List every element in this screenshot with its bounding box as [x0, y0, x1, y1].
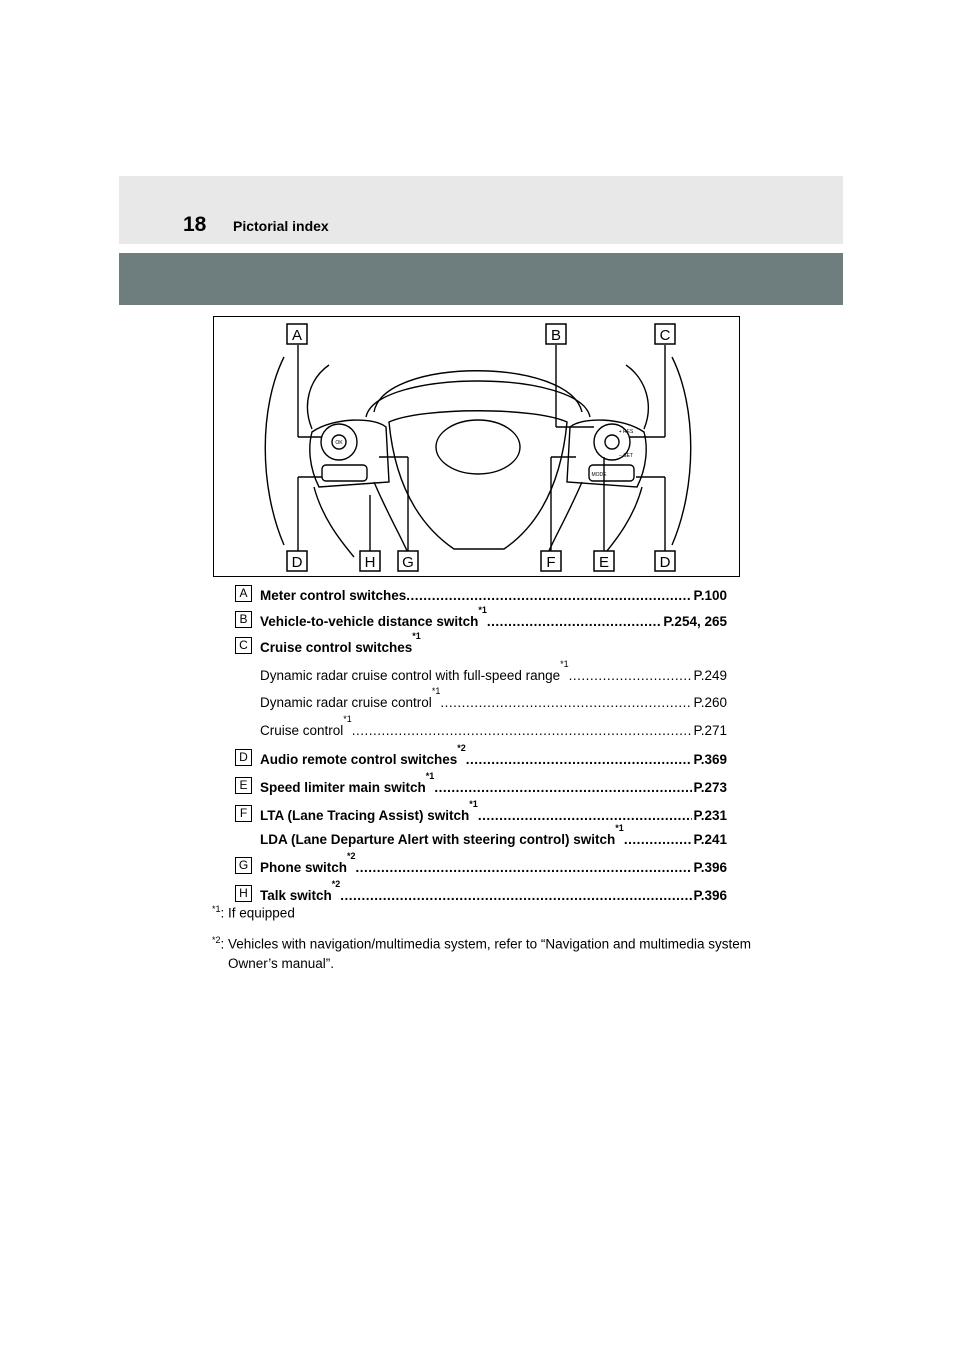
leader-dots — [487, 610, 663, 634]
hub-emblem — [436, 420, 520, 474]
entry-badge: A — [235, 585, 252, 602]
entry-label: Dynamic radar cruise control — [260, 695, 432, 710]
page-number: 18 — [183, 213, 207, 236]
entry-footnote-mark: *1 — [343, 714, 352, 724]
leader-dots — [569, 664, 693, 688]
entry-footnote-mark: *2 — [457, 743, 466, 753]
entry-footnote-mark: *2 — [347, 851, 356, 861]
callout-d-right: D — [659, 554, 671, 571]
page-reference[interactable]: P.231 — [693, 808, 727, 823]
entry-footnote-mark: *1 — [412, 631, 421, 641]
leader-dots — [478, 804, 693, 828]
entry-footnote-mark: *1 — [615, 823, 624, 833]
index-entry — [235, 851, 727, 880]
index-entry — [235, 771, 727, 800]
footnote-1: $^{*1}$: If equipped — [212, 904, 295, 921]
leader-dots — [434, 776, 692, 800]
entry-badge: G — [235, 857, 252, 874]
index-entry — [235, 823, 727, 852]
page-reference[interactable]: P.396 — [693, 860, 727, 875]
callout-d-left: D — [291, 554, 303, 571]
entry-label: LTA (Lane Tracing Assist) switch — [260, 808, 470, 823]
steering-wheel-illustration — [214, 317, 739, 576]
section-band — [119, 253, 843, 305]
res-switch-label: + RES — [618, 429, 634, 435]
entry-label: Cruise control switches — [260, 640, 413, 655]
footnote-2: $^{*2}$: Vehicles with navigation/multimedia system, refer to “Navigation and multimedia system Owner’s manual”. — [212, 934, 751, 971]
leader-dots — [406, 584, 692, 608]
callout-a: A — [291, 327, 303, 344]
entry-label: Dynamic radar cruise control with full-speed range — [260, 668, 561, 683]
callout-h: H — [364, 554, 376, 571]
entry-footnote-mark: *1 — [560, 659, 569, 669]
entry-badge: D — [235, 749, 252, 766]
entry-label: Speed limiter main switch — [260, 780, 426, 795]
entry-footnote-mark: *2 — [331, 879, 341, 889]
page-reference[interactable]: P.396 — [693, 888, 727, 903]
entry-label: Audio remote control switches — [260, 752, 458, 767]
callout-b: B — [550, 327, 562, 344]
page-header — [119, 176, 843, 244]
section-title: Pictorial index — [233, 218, 329, 234]
entry-badge: E — [235, 777, 252, 794]
index-entry — [235, 659, 727, 688]
entry-badge: F — [235, 805, 252, 822]
leader-dots — [352, 719, 693, 743]
leader-dots — [466, 748, 693, 772]
callout-c: C — [659, 327, 671, 344]
ok-switch-label: OK — [335, 440, 343, 446]
callout-e: E — [598, 554, 610, 571]
page-reference[interactable]: P.100 — [693, 588, 727, 603]
volume-switch — [322, 465, 367, 481]
page-reference[interactable]: P.254, 265 — [663, 614, 727, 629]
leader-dots — [356, 856, 693, 880]
page-reference[interactable]: P.249 — [693, 668, 727, 683]
wheel-top-rim — [374, 371, 582, 412]
entry-footnote-mark: *1 — [469, 799, 478, 809]
leader-dots — [624, 828, 693, 852]
right-outer-arc — [672, 357, 691, 545]
entry-label: Meter control switches — [260, 588, 407, 603]
entry-label: LDA (Lane Departure Alert with steering control) switch — [260, 832, 616, 847]
callout-g: G — [402, 554, 414, 571]
index-entry — [235, 686, 727, 715]
page-reference[interactable]: P.273 — [693, 780, 727, 795]
page-reference[interactable]: P.241 — [693, 832, 727, 847]
page-reference[interactable]: P.369 — [693, 752, 727, 767]
index-entry — [235, 631, 727, 660]
set-switch-label: − SET — [618, 453, 634, 459]
index-entry — [235, 743, 727, 772]
steering-wheel-figure — [213, 316, 740, 577]
entry-badge: C — [235, 637, 252, 654]
index-entry — [235, 605, 727, 634]
page-reference[interactable]: P.260 — [693, 695, 727, 710]
entry-badge: H — [235, 885, 252, 902]
entry-footnote-mark: *1 — [478, 605, 487, 615]
entry-label: Vehicle-to-vehicle distance switch — [260, 614, 479, 629]
callout-f: F — [546, 554, 556, 571]
leader-dots — [440, 691, 692, 715]
page-reference[interactable]: P.271 — [693, 723, 727, 738]
index-entry — [235, 714, 727, 743]
left-upper-rim — [307, 365, 329, 429]
entry-label: Cruise control — [260, 723, 344, 738]
entry-footnote-mark: *1 — [425, 771, 435, 781]
mode-switch-label: MODE — [591, 472, 607, 478]
entry-footnote-mark: *1 — [431, 686, 441, 696]
entry-label: Talk switch — [260, 888, 332, 903]
footnotes — [212, 899, 752, 974]
entry-label: Phone switch — [260, 860, 348, 875]
index-entry — [235, 799, 727, 828]
left-outer-arc — [265, 357, 284, 545]
entry-badge: B — [235, 611, 252, 628]
